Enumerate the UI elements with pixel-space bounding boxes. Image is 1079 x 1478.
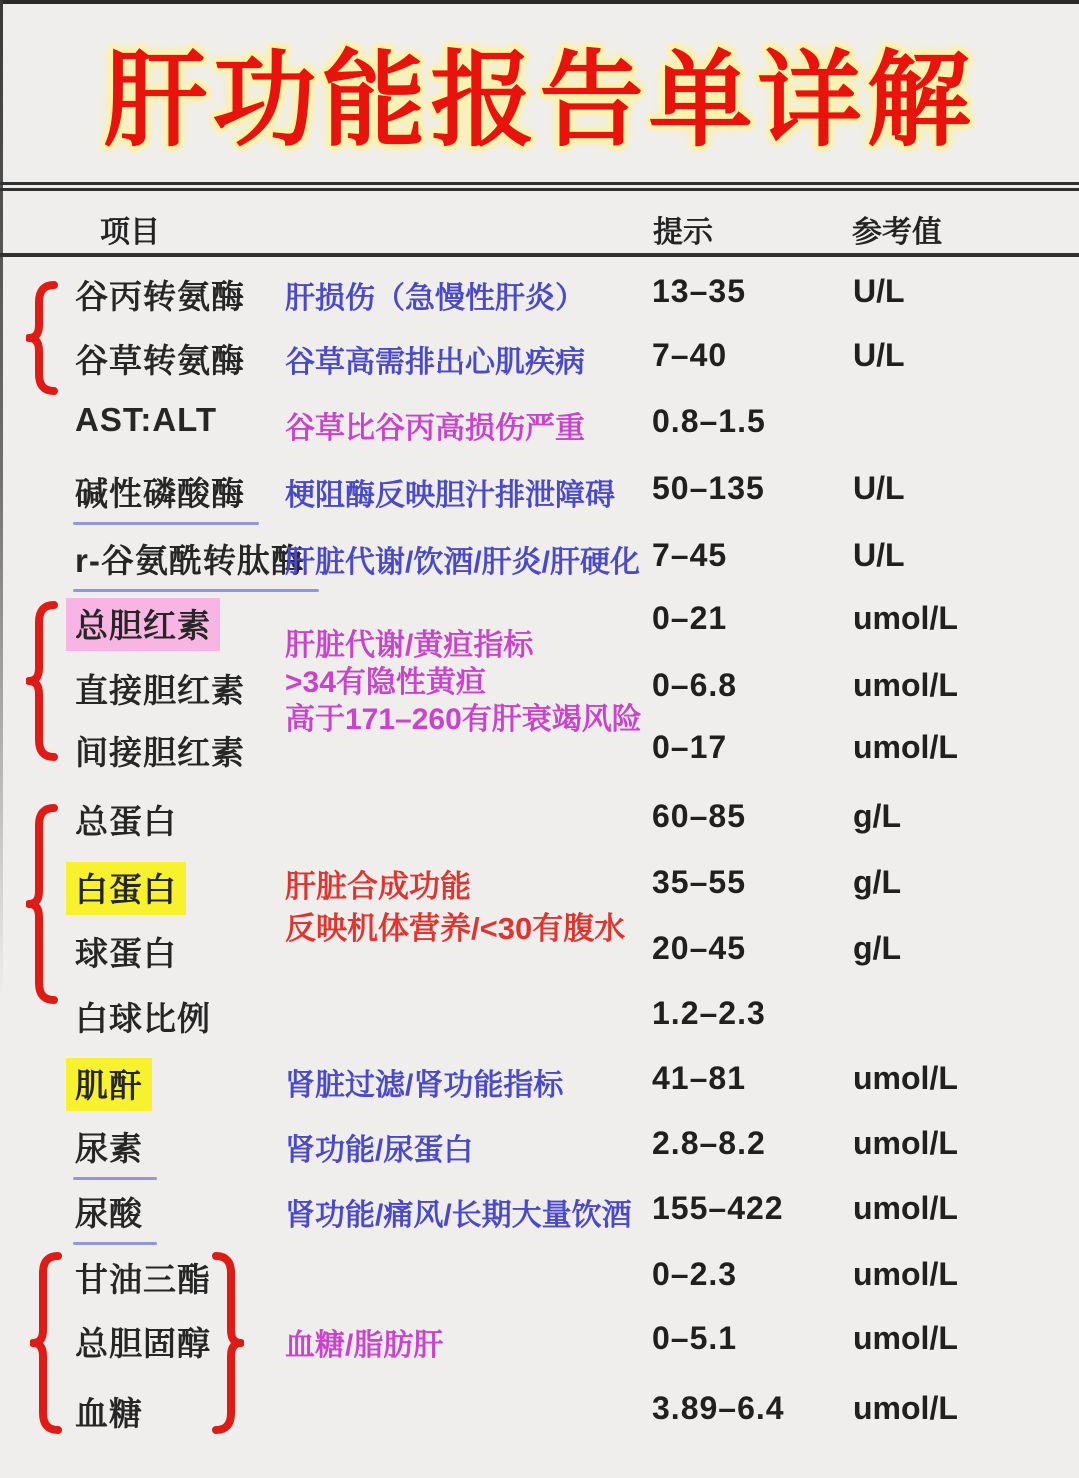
row-range: 35–55 — [652, 864, 746, 900]
annotation-line: 高于171–260有肝衰竭风险 — [285, 703, 642, 736]
row-item-label: 甘油三酯 — [75, 1261, 211, 1298]
row-hint: 肝损伤（急慢性肝炎） — [285, 282, 585, 315]
table-row-ggt — [0, 535, 1079, 581]
row-item-label: r-谷氨酰转肽酶 — [75, 535, 305, 582]
table-row-urea — [0, 1123, 1079, 1169]
row-range: 155–422 — [652, 1190, 784, 1226]
row-unit: g/L — [853, 930, 901, 966]
table-row-triglycerides — [0, 1254, 1079, 1300]
bilirubin-annotation-block — [285, 627, 642, 738]
row-item-label-highlighted: 总胆红素 — [66, 598, 220, 651]
row-range: 0–6.8 — [652, 667, 738, 703]
row-range: 0–17 — [652, 729, 728, 765]
row-unit: umol/L — [853, 667, 958, 703]
row-item-label: 总胆固醇 — [75, 1325, 211, 1362]
row-item-label: 球蛋白 — [75, 935, 177, 972]
column-header-item: 项目 — [100, 216, 160, 249]
row-range: 41–81 — [652, 1060, 746, 1096]
row-unit: U/L — [853, 273, 905, 309]
table-row-ag-ratio — [0, 993, 1079, 1039]
row-unit: U/L — [853, 337, 905, 373]
row-hint: 肾脏过滤/肾功能指标 — [285, 1069, 564, 1102]
row-item-label: 谷丙转氨酶 — [75, 278, 245, 315]
row-unit: umol/L — [853, 729, 958, 765]
row-item-label: 谷草转氨酶 — [75, 342, 245, 379]
annotation-line: >34有隐性黄疸 — [285, 666, 486, 699]
row-item-label-highlighted: 肌酐 — [66, 1058, 152, 1111]
row-range: 3.89–6.4 — [652, 1390, 785, 1426]
row-range: 0–21 — [652, 600, 728, 636]
annotation-line: 反映机体营养/<30有腹水 — [285, 911, 626, 946]
row-range: 7–45 — [652, 537, 728, 573]
row-range: 60–85 — [652, 798, 746, 834]
row-item-label: 直接胆红素 — [75, 672, 245, 709]
row-item-label: 碱性磷酸酶 — [75, 468, 245, 515]
row-range: 50–135 — [652, 470, 765, 506]
row-unit: U/L — [853, 537, 905, 573]
row-item-label: 血糖 — [75, 1395, 143, 1432]
row-range: 1.2–2.3 — [652, 995, 766, 1031]
table-row-alt — [0, 271, 1079, 317]
row-unit: g/L — [853, 864, 901, 900]
row-hint: 血糖/脂肪肝 — [285, 1329, 444, 1362]
row-item-label: AST:ALT — [75, 401, 218, 438]
row-unit: umol/L — [853, 1256, 958, 1292]
table-row-creatinine — [0, 1058, 1079, 1104]
row-item-label: 尿酸 — [75, 1188, 143, 1235]
row-hint: 梗阻酶反映胆汁排泄障碍 — [285, 479, 615, 512]
row-hint: 肝脏代谢/饮酒/肝炎/肝硬化 — [285, 546, 641, 579]
row-range: 13–35 — [652, 273, 746, 309]
header-divider-top-2 — [0, 188, 1079, 191]
protein-annotation-block — [285, 866, 625, 950]
column-header-reference: 参考值 — [852, 216, 942, 249]
photo-top-edge — [0, 0, 1079, 4]
row-unit: umol/L — [853, 1320, 958, 1356]
row-range: 20–45 — [652, 930, 746, 966]
row-hint: 谷草比谷丙高损伤严重 — [285, 412, 585, 445]
row-hint: 肾功能/痛风/长期大量饮酒 — [285, 1199, 632, 1232]
row-range: 0–2.3 — [652, 1256, 738, 1292]
row-unit: umol/L — [853, 600, 958, 636]
table-row-ast-alt-ratio — [0, 401, 1079, 447]
table-row-ast — [0, 335, 1079, 381]
row-unit: umol/L — [853, 1390, 958, 1426]
header-divider-top — [0, 182, 1079, 185]
page-title: 肝功能报告单详解 — [103, 43, 976, 159]
row-range: 0–5.1 — [652, 1320, 738, 1356]
annotation-line: 肝脏合成功能 — [285, 869, 471, 904]
table-row-alp — [0, 468, 1079, 514]
row-item-label-highlighted: 白蛋白 — [66, 862, 186, 915]
header-divider-bottom — [0, 253, 1079, 257]
row-unit: U/L — [853, 470, 905, 506]
row-range: 7–40 — [652, 337, 728, 373]
table-row-total-cholesterol — [0, 1318, 1079, 1364]
table-row-blood-glucose — [0, 1388, 1079, 1434]
row-unit: g/L — [853, 798, 901, 834]
row-unit: umol/L — [853, 1060, 958, 1096]
row-item-label: 白球比例 — [75, 1000, 211, 1037]
annotation-line: 肝脏代谢/黄疸指标 — [285, 629, 534, 662]
row-hint: 肾功能/尿蛋白 — [285, 1134, 474, 1167]
table-row-total-protein — [0, 796, 1079, 842]
row-unit: umol/L — [853, 1125, 958, 1161]
row-item-label: 总蛋白 — [75, 803, 177, 840]
row-range: 2.8–8.2 — [652, 1125, 766, 1161]
column-header-hint: 提示 — [653, 216, 713, 249]
row-item-label: 尿素 — [75, 1123, 143, 1170]
row-unit: umol/L — [853, 1190, 958, 1226]
table-row-uric-acid — [0, 1188, 1079, 1234]
row-range: 0.8–1.5 — [652, 403, 766, 439]
row-item-label: 间接胆红素 — [75, 734, 245, 771]
row-hint: 谷草高需排出心肌疾病 — [285, 346, 585, 379]
